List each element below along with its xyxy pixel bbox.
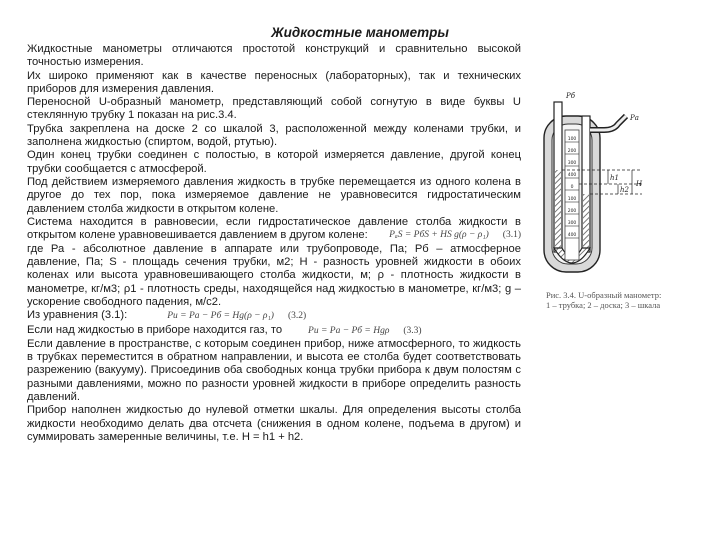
from-eq-label: Из уравнения (3.1): bbox=[27, 309, 128, 322]
scale-number: 200 bbox=[567, 209, 577, 214]
paragraph-6: Под действием измеряемого давления жидкость в трубке перемещается из одного колена в другое до тех пор, пока измеряемое давление не уравновесится гидростатическим давлением столба жидкости в открытом колене. bbox=[27, 175, 521, 215]
paragraph-9: Прибор наполнен жидкостью до нулевой отметки шкалы. Для определения высоты столба жидкости необходимо делать два отсчета (снижения в одном колене, подъема в другом) и суммировать замеренные величины, т.е. H = h1 + h2. bbox=[27, 404, 521, 443]
main-text bbox=[27, 43, 521, 444]
caption-line-2: 1 – трубка; 2 – доска; 3 – шкала bbox=[546, 300, 661, 310]
paragraph-4: Трубка закреплена на доске 2 со шкалой 3, расположенной между коленами трубки, и заполнена жидкостью (спиртом, водой, ртутью). bbox=[27, 122, 521, 149]
paragraph-2: Их широко применяют как в качестве переносных (лабораторных), так и технических приборов для измерения давления. bbox=[27, 69, 521, 95]
formula-3-1-number: (3.1) bbox=[502, 230, 521, 241]
scale-number: 400 bbox=[567, 233, 577, 238]
scale-number: 200 bbox=[567, 149, 577, 154]
paragraph-1: Жидкостные манометры отличаются простотой конструкций и сравнительно высокой точностью измерения. bbox=[27, 43, 521, 69]
formula-3-3: Pи = Pа − Pб = Hgρ bbox=[308, 325, 390, 336]
pa-label: Pа bbox=[630, 114, 639, 122]
paragraph-3: Переносной U-образный манометр, представляющий собой согнутую в виде буквы U стеклянную трубку 1 показан на рис.3.4. bbox=[27, 96, 521, 122]
paragraph-8: Если давление в пространстве, с которым соединен прибор, ниже атмосферного, то жидкость в трубках переместится в обратном направлении, и высота ее столба будет соответствовать разрежению (вакууму). Присоединив оба свободных конца трубки прибора к двум полостям с разными давлениями, можно по разности уровней жидкости в приборе определить разность давлений. bbox=[27, 337, 521, 404]
h1-label: h1 bbox=[610, 174, 619, 182]
scale-number: 100 bbox=[567, 137, 577, 142]
formula-3-2-number: (3.2) bbox=[287, 311, 307, 322]
h2-label: h2 bbox=[620, 186, 629, 194]
scale bbox=[565, 130, 579, 260]
left-tube bbox=[554, 102, 562, 252]
scale-number: 300 bbox=[567, 221, 577, 226]
page-title: Жидкостные манометры bbox=[271, 25, 449, 40]
pb-label: Pб bbox=[566, 92, 575, 100]
caption-line-1: Рис. 3.4. U-образный манометр: bbox=[546, 290, 662, 300]
formula-3-3-number: (3.3) bbox=[403, 325, 422, 336]
u-manometer-figure bbox=[522, 86, 694, 312]
scale-number: 400 bbox=[567, 173, 577, 178]
figure-caption bbox=[546, 290, 696, 310]
formula-3-2: Pи = Pа − Pб = Hg(ρ − ρ₁) bbox=[167, 311, 274, 322]
H-label: H bbox=[636, 180, 643, 188]
scale-number: 100 bbox=[567, 197, 577, 202]
scale-number: 0 bbox=[570, 185, 574, 190]
definitions: где Ра - абсолютное давление в аппарате или трубопроводе, Па; Рб – атмосферное давление, Па; S - площадь сечения трубки, м2; H - разность уровней жидкости в обоих коленах или высота уравновешивающего столба жидкости, м; ρ - плотность жидкости в манометре, кг/м3; ρ1 - плотность среды, находящейся над жидкостью в манометре, кг/м3; g – ускорение свободного падения, м/с2. bbox=[27, 242, 521, 308]
paragraph-5: Один конец трубки соединен с полостью, в которой измеряется давление, другой конец трубки сообщается с атмосферой. bbox=[27, 149, 521, 175]
formula-3-3-row bbox=[27, 324, 521, 338]
formula-3-2-row bbox=[27, 309, 521, 323]
paragraph-7: Система находится в равновесии, если гидростатическое давление столба жидкости в открытом колене уравновешивается давлением в другом колене: bbox=[27, 215, 521, 242]
formula-3-1: PₐS = PбS + HS g(ρ − ρ₁) bbox=[389, 230, 489, 241]
gas-text: Если над жидкостью в приборе находится газ, то bbox=[27, 323, 283, 336]
scale-number: 300 bbox=[567, 161, 577, 166]
